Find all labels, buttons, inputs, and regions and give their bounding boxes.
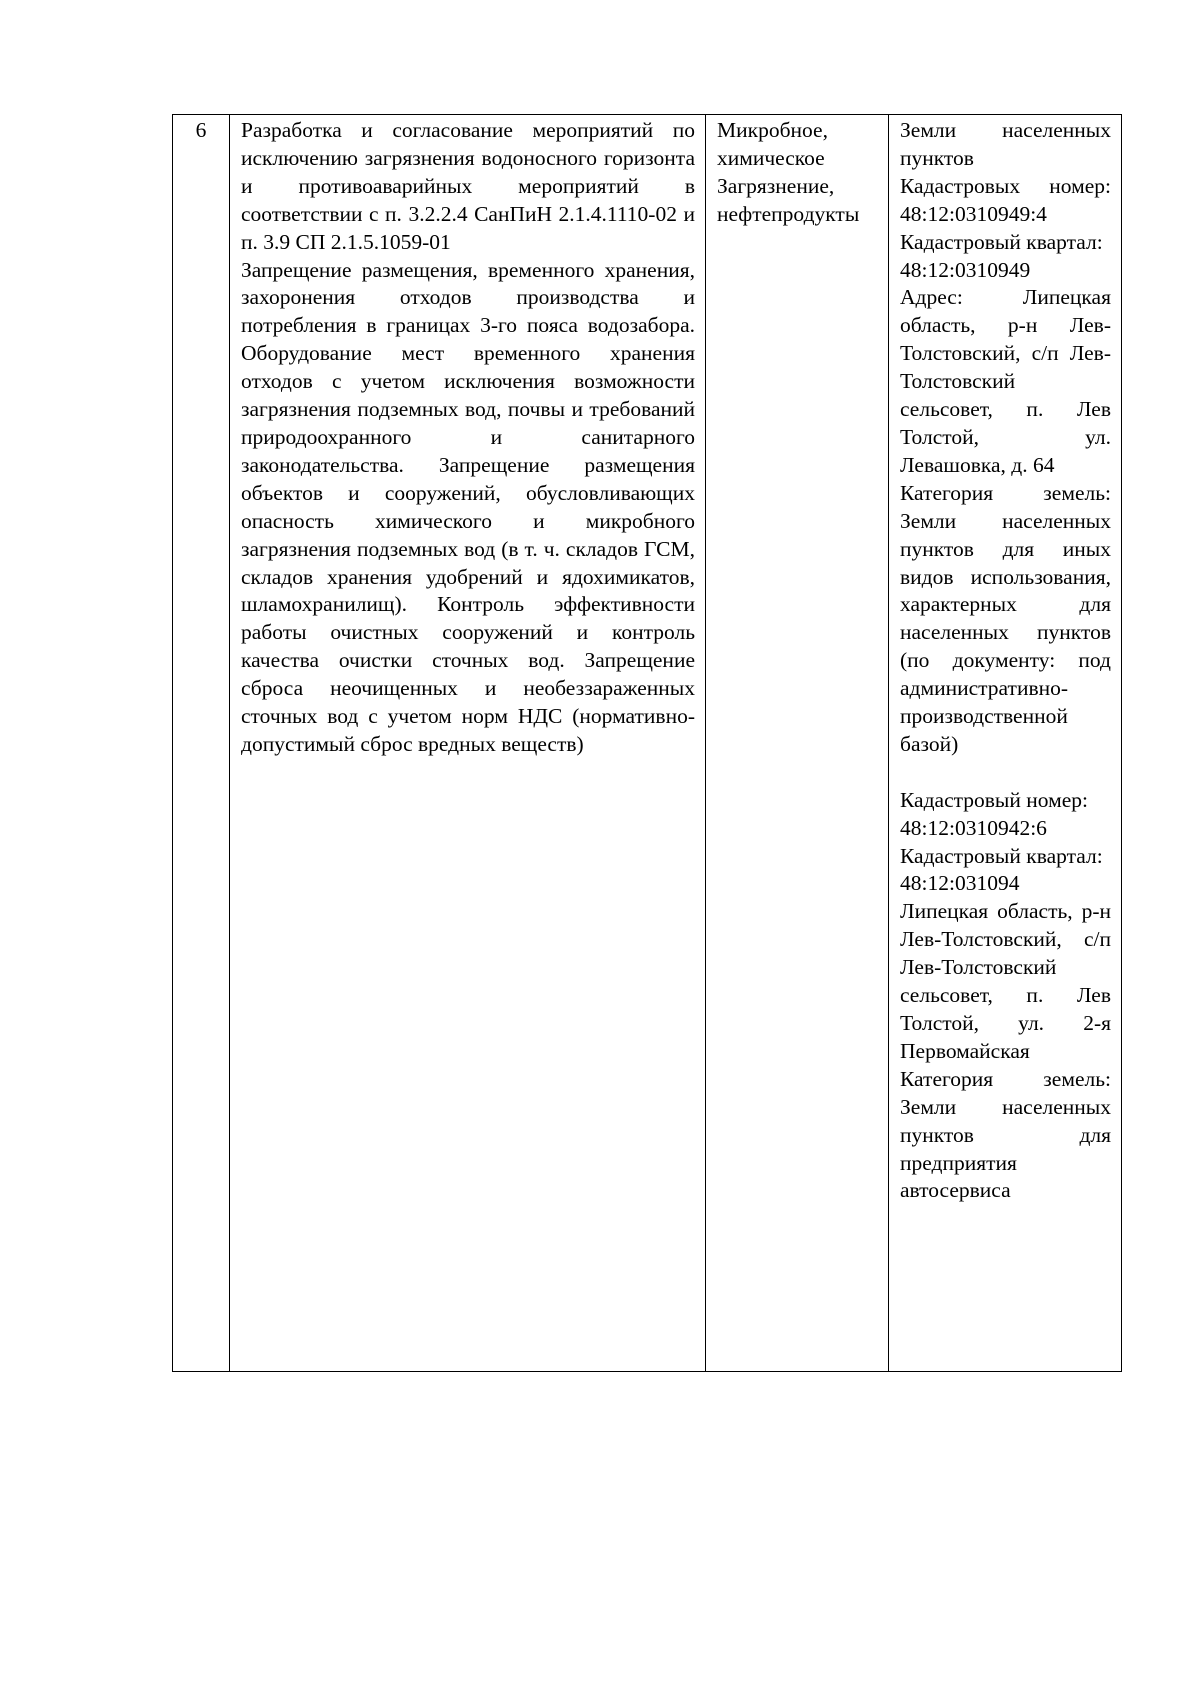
pollution-cell	[706, 115, 889, 1372]
pollution-type-4: нефтепродукты	[717, 201, 860, 226]
document-table	[172, 114, 1122, 1372]
site2-cadastral-quarter: 48:12:031094	[900, 871, 1020, 896]
site1-cadastral-quarter-label: Кадастровый квартал:	[900, 229, 1103, 254]
pollution-type-2: химическое	[717, 145, 825, 170]
site2-cadastral-number-label: Кадастровый номер:	[900, 787, 1088, 812]
site2-cadastral-quarter-label: Кадастровый квартал:	[900, 843, 1103, 868]
land-cell	[889, 115, 1122, 1372]
site1-cadastral-number: Кадастровых номер: 48:12:0310949:4	[900, 173, 1111, 226]
site1-address: Адрес: Липецкая область, р-н Лев-Толстовский, с/п Лев-Толстовский сельсовет, п. Лев Толстой, ул. Левашовка, д. 64	[900, 285, 1111, 477]
pollution-type-1: Микробное,	[717, 118, 828, 142]
site2-land-category: Категория земель: Земли населенных пунктов для предприятия автосервиса	[900, 1066, 1111, 1203]
measures-cell	[230, 115, 706, 1372]
site-separator	[900, 759, 1111, 787]
row-number-cell	[173, 115, 230, 1372]
measures-paragraph-2: Запрещение размещения, временного хранения, захоронения отходов производства и потребления в границах 3-го пояса водозабора. Оборудование мест временного хранения отходов с учетом исключения возможности загрязнения подземных вод, почвы и требований природоохранного и санитарного законодательства. Запрещение размещения объектов и сооружений, обусловливающих опасность химического и микробного загрязнения подземных вод (в т. ч. складов ГСМ, складов хранения удобрений и ядохимикатов, шламохранилищ). Контроль эффективности работы очистных сооружений и контроль качества очистки сточных вод. Запрещение сброса неочищенных и необеззараженных сточных вод с учетом норм НДС (нормативно-допустимый сброс вредных веществ)	[241, 257, 695, 756]
site2-cadastral-number: 48:12:0310942:6	[900, 815, 1047, 840]
pollution-type-3: Загрязнение,	[717, 173, 835, 198]
row-number: 6	[195, 118, 207, 142]
site2-address: Липецкая область, р-н Лев-Толстовский, с/п Лев-Толстовский сельсовет, п. Лев Толстой, ул. 2-я Первомайская	[900, 899, 1111, 1063]
site1-land-category: Категория земель: Земли населенных пунктов для иных видов использования, характерных для населенных пунктов (по документу: под административно-производственной базой)	[900, 480, 1111, 756]
table-row	[173, 115, 1122, 1372]
site1-cadastral-quarter: 48:12:0310949	[900, 257, 1031, 282]
measures-paragraph-1: Разработка и согласование мероприятий по исключению загрязнения водоносного горизонта и противоаварийных мероприятий в соответствии с п. 3.2.2.4 СанПиН 2.1.4.1110-02 и п. 3.9 СП 2.1.5.1059-01	[241, 118, 695, 254]
site1-land-type: Земли населенных пунктов	[900, 118, 1111, 170]
